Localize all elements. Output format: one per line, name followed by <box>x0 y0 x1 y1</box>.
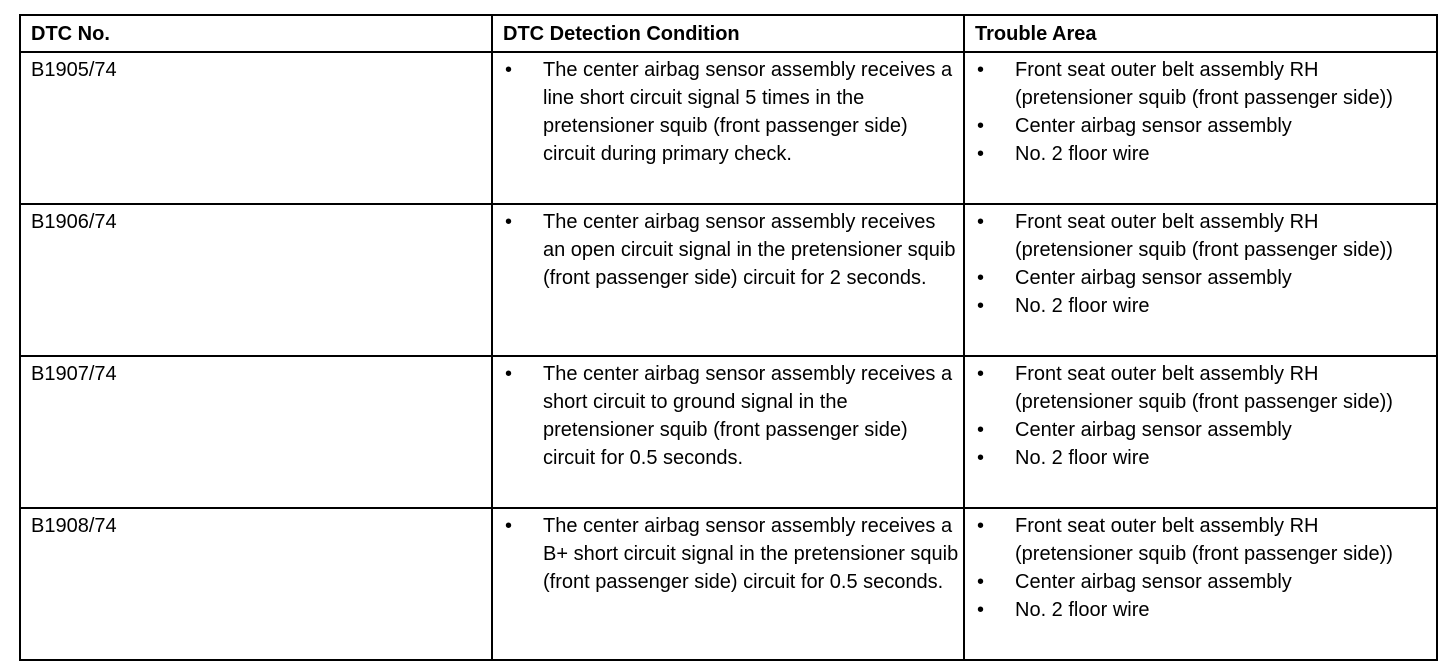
trouble-area-item <box>975 596 1432 624</box>
header-detection-condition: DTC Detection Condition <box>492 15 964 52</box>
dtc-table <box>19 14 1438 661</box>
trouble-area-text: Center airbag sensor assembly <box>1015 571 1292 593</box>
bullet: • <box>977 363 985 385</box>
bullet: • <box>505 59 513 81</box>
trouble-area-item <box>975 140 1432 168</box>
trouble-area-item <box>975 292 1432 320</box>
bullet: • <box>977 295 985 317</box>
bullet: • <box>977 267 985 289</box>
condition-text: The center airbag sensor assembly receives a line short circuit signal 5 times in the pretensioner squib (front passenger side) circuit during primary check. <box>543 59 953 165</box>
dtc-code: B1905/74 <box>20 52 492 204</box>
condition-text: The center airbag sensor assembly receives an open circuit signal in the pretensioner squib (front passenger side) circuit for 2 seconds. <box>543 211 956 289</box>
bullet: • <box>977 571 985 593</box>
trouble-area-item <box>975 56 1432 112</box>
trouble-area-item <box>975 416 1432 444</box>
header-trouble-area: Trouble Area <box>964 15 1437 52</box>
bullet: • <box>977 599 985 621</box>
table-row <box>20 52 1437 204</box>
bullet: • <box>505 211 513 233</box>
detection-condition-cell <box>492 204 964 356</box>
detection-condition-cell <box>492 52 964 204</box>
table-row <box>20 204 1437 356</box>
table-row <box>20 508 1437 660</box>
trouble-area-text: Front seat outer belt assembly RH (pretensioner squib (front passenger side)) <box>1015 515 1393 565</box>
condition-item <box>503 56 959 168</box>
trouble-area-item <box>975 264 1432 292</box>
trouble-area-cell <box>964 52 1437 204</box>
trouble-area-item <box>975 568 1432 596</box>
dtc-code: B1908/74 <box>20 508 492 660</box>
bullet: • <box>977 515 985 537</box>
condition-item <box>503 208 959 292</box>
condition-item <box>503 512 959 596</box>
header-dtc-no: DTC No. <box>20 15 492 52</box>
bullet: • <box>977 115 985 137</box>
trouble-area-text: No. 2 floor wire <box>1015 295 1150 317</box>
trouble-area-item <box>975 512 1432 568</box>
trouble-area-text: Front seat outer belt assembly RH (pretensioner squib (front passenger side)) <box>1015 211 1393 261</box>
condition-text: The center airbag sensor assembly receives a B+ short circuit signal in the pretensioner squib (front passenger side) circuit for 0.5 seconds. <box>543 515 959 593</box>
trouble-area-text: Center airbag sensor assembly <box>1015 419 1292 441</box>
trouble-area-text: Center airbag sensor assembly <box>1015 267 1292 289</box>
trouble-area-text: No. 2 floor wire <box>1015 447 1150 469</box>
trouble-area-text: No. 2 floor wire <box>1015 143 1150 165</box>
trouble-area-item <box>975 360 1432 416</box>
trouble-area-text: Front seat outer belt assembly RH (pretensioner squib (front passenger side)) <box>1015 363 1393 413</box>
trouble-area-item <box>975 112 1432 140</box>
trouble-area-cell <box>964 356 1437 508</box>
trouble-area-cell <box>964 204 1437 356</box>
table-row <box>20 356 1437 508</box>
detection-condition-cell <box>492 356 964 508</box>
trouble-area-cell <box>964 508 1437 660</box>
bullet: • <box>977 143 985 165</box>
trouble-area-item <box>975 444 1432 472</box>
trouble-area-text: Front seat outer belt assembly RH (pretensioner squib (front passenger side)) <box>1015 59 1393 109</box>
bullet: • <box>505 515 513 537</box>
dtc-code: B1907/74 <box>20 356 492 508</box>
condition-text: The center airbag sensor assembly receives a short circuit to ground signal in the pretensioner squib (front passenger side) circuit for 0.5 seconds. <box>543 363 953 469</box>
table-header-row <box>20 15 1437 52</box>
bullet: • <box>977 59 985 81</box>
trouble-area-item <box>975 208 1432 264</box>
bullet: • <box>977 211 985 233</box>
detection-condition-cell <box>492 508 964 660</box>
bullet: • <box>977 419 985 441</box>
trouble-area-text: No. 2 floor wire <box>1015 599 1150 621</box>
bullet: • <box>977 447 985 469</box>
bullet: • <box>505 363 513 385</box>
condition-item <box>503 360 959 472</box>
dtc-code: B1906/74 <box>20 204 492 356</box>
trouble-area-text: Center airbag sensor assembly <box>1015 115 1292 137</box>
